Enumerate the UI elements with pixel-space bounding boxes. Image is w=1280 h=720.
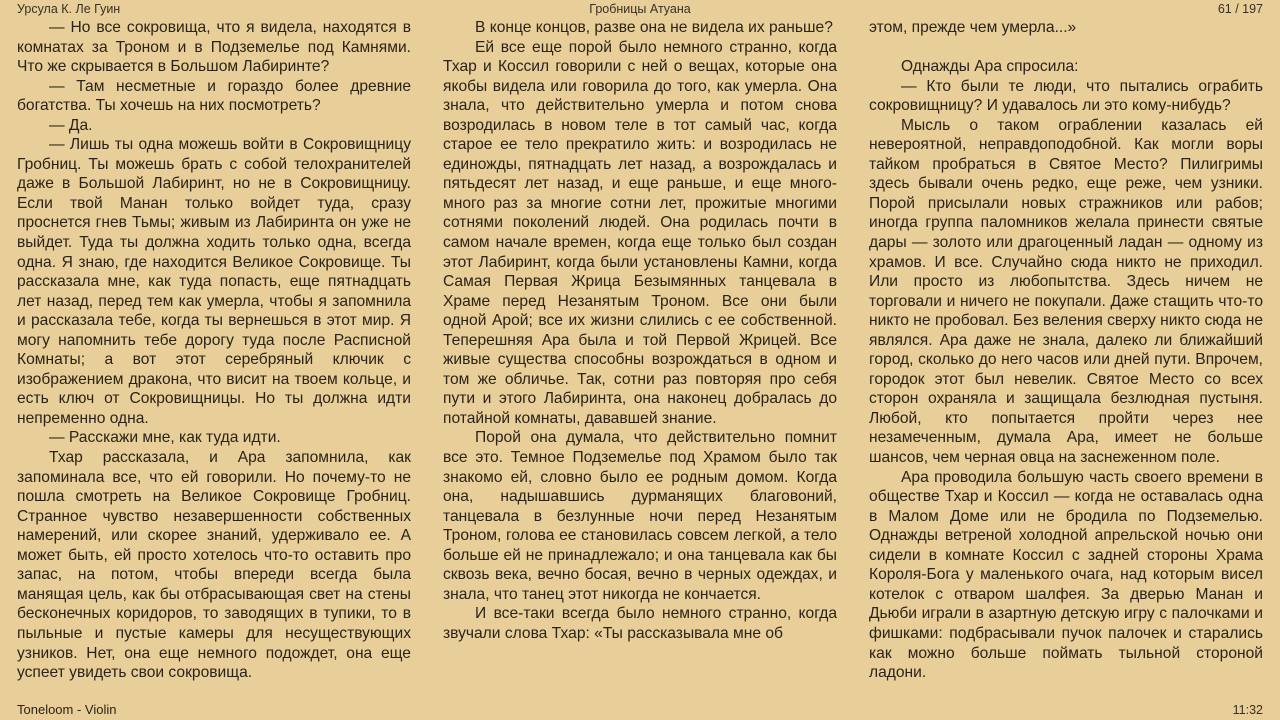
paragraph: Мысль о таком ограблении казалась ей невероятной, неправдоподобной. Как могли воры тайком пробраться в Святое Место? Пилигримы здесь бывали очень редко, еще реже, чем узники. Порой присылали новых стражников или рабов; иногда группа паломников желала принести святые дары — золото или драгоценный ладан — одному из храмов. И все. Случайно сюда никто не приходил. Или просто из любопытства. Здесь ничем не торговали и ничего не покупали. Даже стащить что-то никто не пробовал. Без веления сверху никто сюда не являлся. Ара даже не знала, далеко ли ближайший город, сколько до него часов или дней пути. Впрочем, городок этот был невелик. Святое Место со всех сторон охраняла и защищала безлюдная пустыня. Любой, кто попытается пройти через нее незамеченным, думала Ара, имеет не больше шансов, чем черная овца на заснеженном поле. [869,116,1263,467]
paragraph: Ей все еще порой было немного странно, когда Тхар и Коссил говорили с ней о вещах, которые она якобы видела или говорила до того, как умерла. Она знала, что действительно умерла и потом снова возродилась в новом теле в тот самый час, когда старое ее тело прекратило жить: и возродилась не единожды, пятнадцать лет назад, а возрождалась и пятьдесят лет назад, и еще раньше, и еще много-много раз за многие сотни лет, прожитые многими сотнями поколений людей. Она родилась почти в самом начале времен, когда еще только был создан этот Лабиринт, когда были установлены Камни, когда Самая Первая Жрица Безымянных танцевала в Храме перед Незанятым Троном. Все они были одной Арой; все их жизни слились с ее собственной. Теперешняя Ара была и той Первой Жрицей. Все живые существа способны возрождаться в одном и том же обличье. Так, сотни раз повторяя про себя пути и этого Лабиринта, она наконец добралась до потайной комнаты, дававшей знание. [443,38,837,427]
paragraph: — Лишь ты одна можешь войти в Сокровищницу Гробниц. Ты можешь брать с собой телохранителей даже в Большой Лабиринт, но не в Сокровищницу. Если твой Манан только войдет туда, сразу проснется гнев Тьмы; живым из Лабиринта он уже не выйдет. Туда ты должна ходить только одна, всегда одна. Я знаю, где находится Великое Сокровище. Ты рассказала мне, как туда попасть, еще пятнадцать лет назад, перед тем как умерла, чтобы я запомнила и рассказала тебе, когда ты вернешься в этот мир. Я могу напомнить тебе дорогу туда после Расписной Комнаты; а вот этот серебряный ключик с изображением дракона, что висит на твоем кольце, и есть ключ от Сокровищницы. Но ты должна идти непременно одна. [17,136,411,427]
paragraph: — Расскажи мне, как туда идти. [49,429,281,447]
paragraph-continued: этом, прежде чем умерла...» [869,19,1077,36]
paragraph: — Но все сокровища, что я видела, находятся в комнатах за Троном и в Подземелье под Камнями. Что же скрывается в Большом Лабиринте? [17,19,411,76]
page-indicator: 61 / 197 [1217,2,1263,16]
paragraph: Однажды Ара спросила: [901,58,1079,76]
paragraph: Тхар рассказала, и Ара запомнила, как запоминала все, что ей говорили. Но почему-то не пошла смотреть на Великое Сокровище Гробниц. Странное чувство незавершенности собственных намерений, или скорее знаний, удерживало ее. А может быть, ей просто хотелось что-то оставить про запас, на потом, чтобы впереди всегда была манящая цель, как бы отбрасывающая свет на стены бесконечных коридоров, то заводящих в тупики, то в пыльные и пустые камеры для несуществующих узников. Нет, она еще немного подождет, она еще успеет увидеть свои сокровища. [17,449,411,682]
clock: 11:32 [1232,703,1263,717]
paragraph: — Кто были те люди, что пытались ограбить сокровищницу? И удавалось ли это кому-нибудь? [869,77,1263,115]
paragraph: — Там несметные и гораздо более древние богатства. Ты хочешь на них посмотреть? [17,77,411,115]
book-title: Гробницы Атуана [589,2,691,16]
app-label: Toneloom - Violin [17,702,117,717]
paragraph: И все-таки всегда было немного странно, когда звучали слова Тхар: «Ты рассказывала мне об [443,605,837,642]
paragraph: — Да. [49,116,93,134]
author-name: Урсула К. Ле Гуин [17,2,121,16]
paragraph: Порой она думала, что действительно помнит все это. Темное Подземелье под Храмом было так знакомо ей, словно было ее родным домом. Когда она, надышавшись дурманящих благовоний, танцевала в безлунные ночи перед Незанятым Троном, голова ее становилась совсем легкой, а тело больше ей не принадлежало; и она танцевала как бы сквозь века, вечно босая, вечно в черных одеждах, и знала, что танец этот никогда не кончается. [443,429,837,603]
text-column-1[interactable] [17,18,411,683]
paragraph: В конце концов, разве она не видела их раньше? [475,19,833,36]
text-column-2[interactable] [443,18,837,644]
text-column-3[interactable] [869,18,1263,683]
paragraph: Ара проводила большую часть своего времени в обществе Тхар и Коссил — когда не оставалась одна в Малом Доме или не бродила по Подземелью. Однажды ветреной холодной апрельской ночью они сидели в комнате Коссил с задней стороны Храма Короля-Бога у маленького очага, над которым висел котелок с отваром шалфея. За дверью Манан и Дьюби играли в азартную детскую игру с палочками и фишками: подбрасывали пучок палочек и старались как можно больше поймать тыльной стороной ладони. [869,468,1263,682]
